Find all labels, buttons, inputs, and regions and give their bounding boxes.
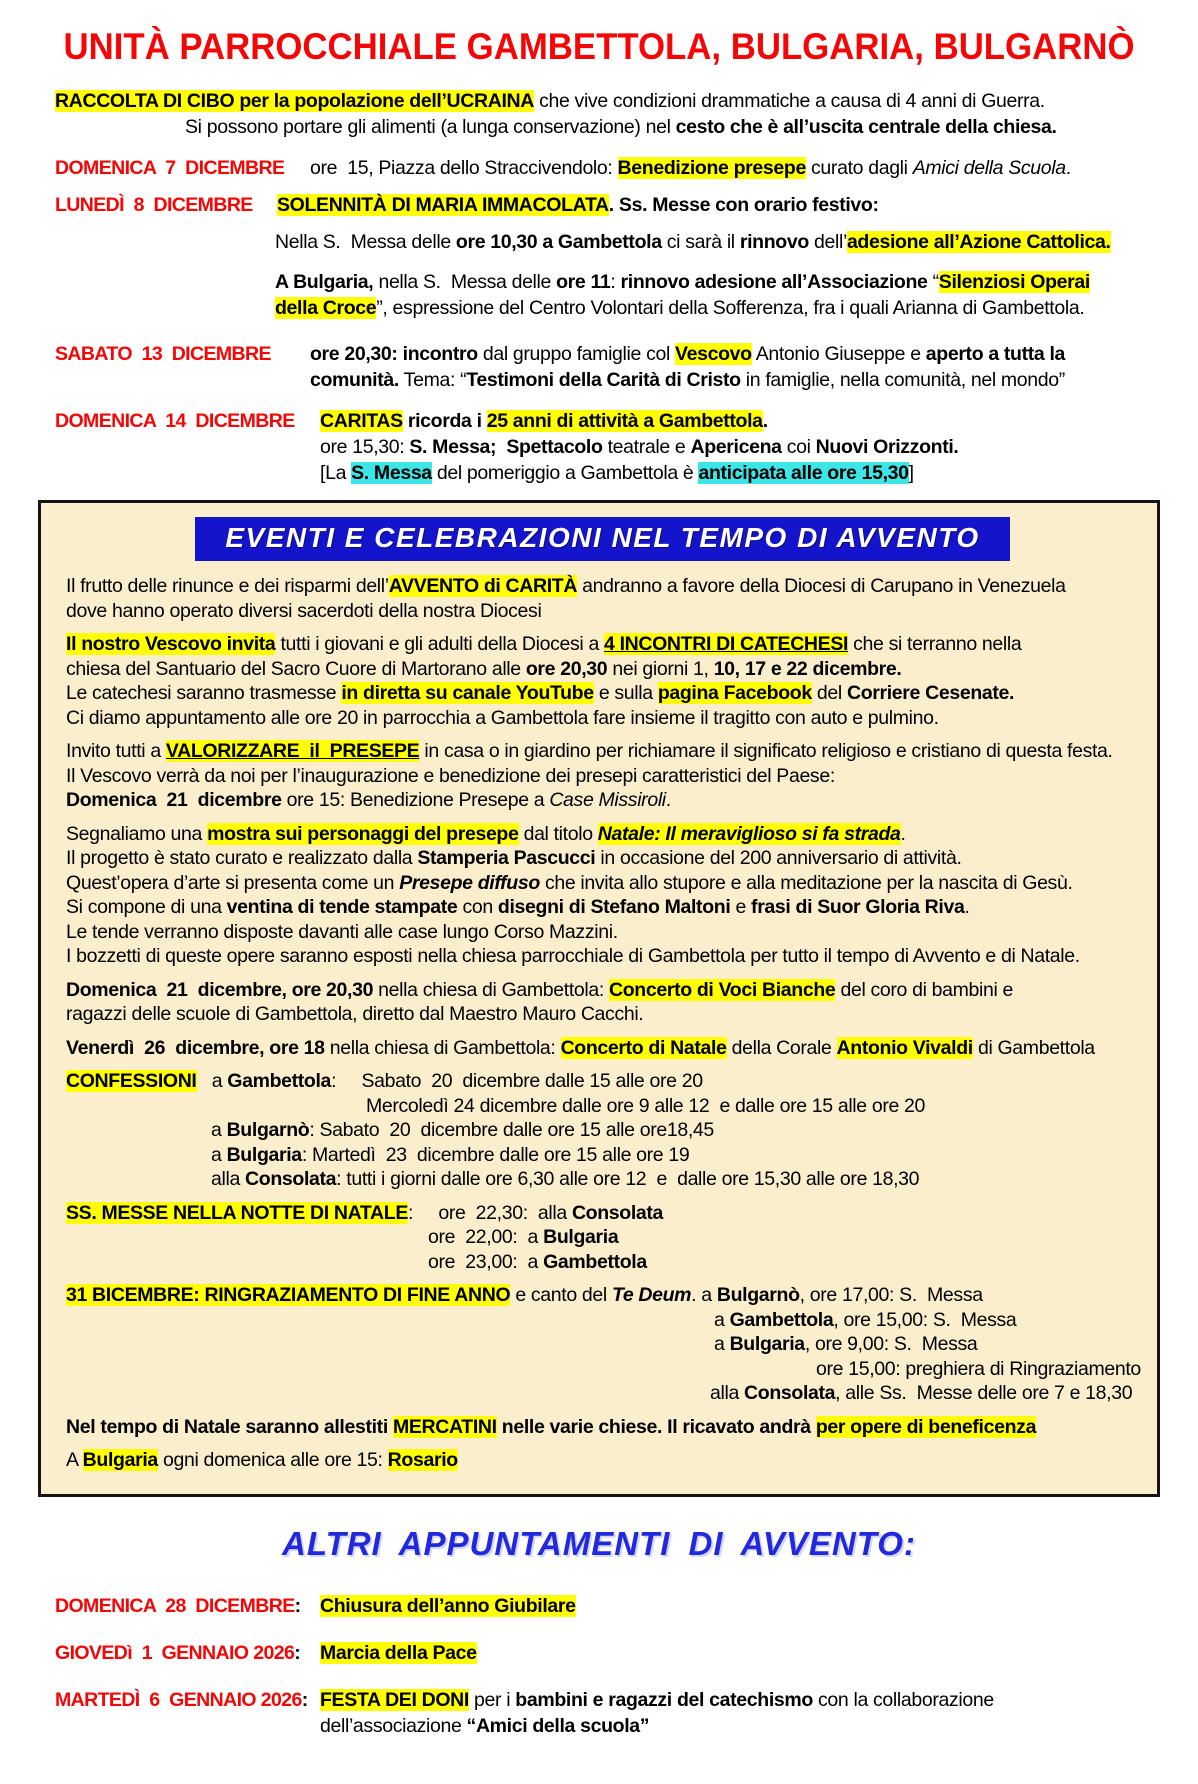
text-segment: .: [900, 822, 906, 845]
text-line: [320, 460, 1170, 486]
text-line: [310, 341, 1170, 367]
text-line: [366, 1094, 1139, 1119]
text-segment: ore 15, Piazza dello Straccivendolo:: [310, 157, 618, 179]
text-segment: frasi di Suor Gloria Riva: [751, 896, 965, 918]
text-segment: Apericena: [690, 436, 782, 458]
text-segment: a: [714, 1308, 730, 1331]
text-segment: Domenica 21 dicembre, ore 20,30: [66, 978, 374, 1001]
date-label: SABATO 13 DICEMBRE: [55, 343, 271, 365]
row-content: [310, 155, 1170, 181]
text-segment: nelle varie chiese. Il ricavato andrà: [496, 1415, 816, 1438]
text-segment: andranno a favore della Diocesi di Carupano in Venezuela: [577, 575, 1066, 597]
text-segment: Corriere Cesenate.: [846, 682, 1015, 704]
text-line: [275, 295, 1170, 321]
events-banner: EVENTI E CELEBRAZIONI NEL TEMPO DI AVVENTO: [195, 517, 1009, 561]
event-paragraph: [66, 1036, 1139, 1061]
december-schedule-section: [55, 155, 1170, 486]
highlight-text: Silenziosi Operai: [938, 271, 1090, 293]
highlight-text: Antonio Vivaldi: [836, 1036, 973, 1059]
text-segment: a: [211, 1119, 227, 1141]
text-segment: alla: [710, 1382, 745, 1404]
text-segment: aperto a tutta la: [925, 343, 1066, 365]
text-line: [66, 822, 1139, 847]
text-segment: Bulgaria: [543, 1226, 619, 1248]
text-segment: Bulgarnò: [716, 1284, 800, 1306]
text-segment: ragazzi delle scuole di Gambettola, diretto dal Maestro Mauro Cacchi.: [66, 1003, 644, 1025]
text-segment: a: [211, 1143, 227, 1166]
text-line: [320, 1713, 1170, 1739]
text-segment: in occasione del 200 anniversario di attività.: [595, 847, 962, 869]
date-label: LUNEDÌ 8 DICEMBRE: [55, 194, 253, 216]
event-paragraph: [66, 822, 1139, 969]
text-segment: Case Missiroli: [549, 789, 666, 811]
text-line: [66, 1283, 1139, 1308]
text-segment: rinnovo adesione all’Associazione: [620, 271, 928, 293]
text-line: [185, 114, 1170, 140]
text-segment: Stamperia Pascucci: [417, 847, 596, 869]
text-line: [211, 1118, 1139, 1143]
text-line: [66, 1002, 1139, 1027]
text-segment: nella chiesa di Gambettola:: [324, 1036, 561, 1059]
text-line: [66, 1036, 1139, 1061]
text-segment: bambini e ragazzi del catechismo: [515, 1688, 813, 1711]
text-segment: Ci diamo appuntamento alle ore 20 in parrocchia a Gambettola fare insieme il tragitto con auto e pulmino.: [66, 706, 939, 729]
highlight-text: anticipata alle ore 15,30: [698, 462, 909, 484]
date-label: DOMENICA 14 DICEMBRE: [55, 410, 295, 432]
text-segment: dal titolo: [518, 822, 598, 845]
appointment-row: [55, 1593, 1170, 1619]
text-segment: Mercoledì 24 dicembre dalle ore 9 alle 12 e dalle ore 15 alle ore 20: [366, 1094, 926, 1117]
text-segment: I bozzetti di queste opere saranno esposti nella chiesa parrocchiale di Gambettola per tutto il tempo di Avvento e di Natale.: [66, 945, 1080, 967]
text-segment: Tema: “: [398, 369, 467, 391]
text-segment: rinnovo: [739, 231, 809, 253]
text-line: [320, 1593, 1170, 1619]
text-segment: Consolata: [245, 1168, 337, 1190]
text-segment: Amici della Scuola: [912, 157, 1066, 179]
date-label: DOMENICA 7 DICEMBRE: [55, 157, 285, 179]
text-segment: dell’associazione: [320, 1714, 467, 1737]
highlight-text: Concerto di Natale: [560, 1036, 727, 1059]
text-segment: , ore 17,00: S. Messa: [799, 1284, 983, 1306]
text-line: [66, 681, 1139, 706]
text-line: [66, 871, 1139, 896]
highlight-text: mostra sui personaggi del presepe: [207, 822, 519, 845]
text-segment: .: [665, 789, 671, 811]
highlight-text: Marcia della Pace: [320, 1641, 477, 1664]
text-segment: Gambettola: [729, 1308, 834, 1331]
text-segment: Nel tempo di Natale saranno allestiti: [66, 1415, 393, 1438]
date-label: GIOVEDì 1 GENNAIO 2026:: [55, 1641, 301, 1664]
text-segment: ]: [908, 462, 914, 484]
text-line: [714, 1332, 1139, 1357]
text-segment: .: [1065, 157, 1071, 179]
text-segment: del pomeriggio a Gambettola è: [431, 462, 699, 484]
page-title: UNITÀ PARROCCHIALE GAMBETTOLA, BULGARIA, BULGARNÒ: [63, 26, 1135, 67]
text-segment: ore 23,00: a: [428, 1250, 544, 1273]
text-segment: .: [896, 657, 902, 680]
food-drive-section: [55, 88, 1170, 140]
highlight-text: Bulgaria: [82, 1449, 158, 1471]
schedule-row: [55, 341, 1170, 393]
page-content: [0, 88, 1198, 486]
highlight-text: SOLENNITÀ DI MARIA IMMACOLATA: [277, 194, 609, 216]
text-segment: di Gambettola: [972, 1036, 1095, 1059]
text-line: [310, 367, 1170, 393]
text-segment: : Sabato 20 dicembre dalle 15 alle ore 20: [331, 1070, 703, 1092]
text-segment: Il progetto è stato curato e realizzato dalla: [66, 847, 418, 869]
text-segment: in casa o in giardino per richiamare il significato religioso e cristiano di questa festa.: [419, 740, 1113, 762]
text-segment: ore 15: Benedizione Presepe a: [281, 789, 550, 811]
text-segment: comunità.: [310, 369, 399, 391]
text-line: [66, 920, 1139, 945]
label-colon: :: [294, 1594, 301, 1617]
text-segment: ci sarà il: [661, 231, 740, 253]
highlight-text: Rosario: [387, 1449, 458, 1471]
text-segment: del: [811, 682, 847, 704]
event-paragraph: [66, 574, 1139, 623]
label-colon: :: [301, 1688, 308, 1711]
text-segment: 10, 17 e 22 dicembre: [713, 657, 897, 680]
highlight-text: per opere di beneficenza: [815, 1415, 1037, 1438]
text-segment: Venerdì 26 dicembre, ore 18: [66, 1036, 325, 1059]
highlight-text: CONFESSIONI: [66, 1070, 197, 1092]
text-segment: Quest’opera d’arte si presenta come un: [66, 871, 400, 894]
event-paragraph: [66, 632, 1139, 730]
schedule-row: [55, 155, 1170, 181]
text-segment: a: [714, 1333, 730, 1355]
highlight-text: VALORIZZARE il PRESEPE: [165, 740, 420, 762]
row-content: [320, 1640, 1170, 1666]
text-segment: A: [66, 1449, 83, 1471]
text-segment: Si possono portare gli alimenti (a lunga conservazione) nel: [185, 116, 676, 138]
text-segment: ore 10,30 a Gambettola: [455, 231, 662, 253]
text-line: [66, 895, 1139, 920]
highlight-text: S. Messa: [351, 462, 432, 484]
text-segment: , ore 9,00: S. Messa: [804, 1333, 978, 1355]
event-paragraph: [66, 1069, 1139, 1192]
schedule-row: [55, 192, 1170, 218]
text-segment: : ore 22,30: alla: [407, 1201, 572, 1224]
text-line: [275, 229, 1170, 255]
text-segment: Si compone di una: [66, 896, 227, 918]
date-label: DOMENICA 28 DICEMBRE:: [55, 1594, 301, 1617]
text-line: [66, 739, 1139, 764]
text-segment: Nella S. Messa delle: [275, 231, 456, 253]
text-segment: Presepe diffuso: [399, 871, 540, 894]
text-segment: Bulgaria: [729, 1333, 805, 1355]
text-segment: in famiglie, nella comunità, nel mondo”: [740, 369, 1065, 391]
text-line: [816, 1357, 1139, 1382]
text-line: [66, 632, 1139, 657]
highlight-text: CARITAS: [320, 410, 403, 432]
text-segment: Antonio Giuseppe e: [751, 343, 926, 365]
text-segment: Consolata: [744, 1382, 836, 1404]
text-segment: Nuovi Orizzonti.: [815, 436, 959, 458]
text-segment: ogni domenica alle ore 15:: [157, 1449, 388, 1471]
text-segment: , ore 15,00: S. Messa: [833, 1308, 1017, 1331]
text-segment: A Bulgaria,: [275, 271, 374, 293]
text-segment: per i: [468, 1688, 516, 1711]
highlight-text: Benedizione presepe: [617, 157, 806, 179]
text-segment: Gambettola: [227, 1070, 332, 1092]
text-segment: Bulgaria: [226, 1143, 302, 1166]
row-content: [320, 1593, 1170, 1619]
text-segment: nei giorni 1,: [607, 657, 714, 680]
other-appointments-heading: ALTRI APPUNTAMENTI DI AVVENTO:: [282, 1524, 916, 1562]
text-segment: Testimoni della Carità di Cristo: [466, 369, 741, 391]
text-segment: . a: [691, 1284, 717, 1306]
event-paragraph: [66, 978, 1139, 1027]
highlight-text: MERCATINI: [392, 1415, 497, 1438]
text-segment: Gambettola: [543, 1250, 647, 1273]
text-segment: ”, espressione del Centro Volontari della Sofferenza, fra i quali Arianna di Gambettola.: [376, 297, 1085, 319]
row-content: [320, 408, 1170, 486]
text-line: [275, 269, 1170, 295]
highlight-text: RACCOLTA DI CIBO per la popolazione dell’UCRAINA: [55, 90, 535, 112]
text-segment: disegni di Stefano Maltoni: [497, 896, 731, 918]
text-line: [320, 1687, 1170, 1713]
text-segment: ore 15,00: preghiera di Ringraziamento: [816, 1357, 1141, 1380]
highlight-text: adesione all’Azione Cattolica.: [846, 231, 1111, 253]
text-segment: cesto che è all’uscita centrale della chiesa.: [675, 116, 1057, 138]
text-segment: , alle Ss. Messe delle ore 7 e 18,30: [835, 1382, 1133, 1404]
text-line: [55, 88, 1170, 114]
text-line: [66, 1201, 1139, 1226]
text-segment: chiesa del Santuario del Sacro Cuore di Martorano alle: [66, 657, 526, 680]
text-segment: S. Messa; Spettacolo: [409, 436, 603, 458]
text-line: [310, 155, 1170, 181]
event-paragraph: [66, 1448, 1139, 1473]
text-segment: ore 15,30:: [320, 436, 410, 458]
highlight-text: FESTA DEI DONI: [320, 1688, 469, 1711]
text-line: [211, 1167, 1139, 1192]
text-segment: della Corale: [726, 1036, 837, 1059]
event-paragraph: [66, 1283, 1139, 1406]
text-line: [710, 1381, 1139, 1406]
event-paragraph: [66, 1201, 1139, 1275]
text-segment: ricorda i: [402, 410, 487, 432]
text-segment: ventina di tende stampate: [226, 896, 458, 918]
events-paragraphs: [66, 574, 1139, 1473]
text-line: [277, 192, 1170, 218]
text-segment: con: [457, 896, 498, 918]
text-line: [320, 1640, 1170, 1666]
text-segment: Consolata: [571, 1201, 664, 1224]
text-segment: e canto del: [510, 1284, 612, 1306]
text-line: [66, 1415, 1139, 1440]
indented-paragraph: [275, 229, 1170, 255]
other-appointments-section: [55, 1593, 1170, 1739]
advent-events-box: [38, 500, 1160, 1497]
text-segment: dal gruppo famiglie col: [477, 343, 676, 365]
text-line: [66, 978, 1139, 1003]
text-segment: :: [610, 271, 621, 293]
text-segment: ore 22,00: a: [428, 1226, 544, 1248]
highlight-text: Natale: Il meraviglioso si fa strada: [597, 822, 901, 845]
text-line: [66, 846, 1139, 871]
text-segment: coi: [781, 436, 816, 458]
text-segment: ore 20,30: [525, 657, 608, 680]
text-line: [320, 434, 1170, 460]
text-line: [66, 599, 1139, 624]
label-colon: :: [294, 1641, 301, 1664]
text-segment: a: [196, 1070, 228, 1092]
text-segment: del coro di bambini e: [835, 978, 1014, 1001]
text-line: [66, 1069, 1139, 1094]
event-paragraph: [66, 1415, 1139, 1440]
text-segment: e: [730, 896, 752, 918]
bottom-content: [0, 1593, 1198, 1739]
text-segment: Le catechesi saranno trasmesse: [66, 682, 342, 704]
text-segment: teatrale e: [602, 436, 691, 458]
text-segment: curato dagli: [805, 157, 913, 179]
highlight-text: AVVENTO di CARITÀ: [388, 575, 578, 597]
text-segment: tutti i giovani e gli adulti della Diocesi a: [275, 633, 605, 655]
text-segment: “: [927, 271, 939, 293]
text-segment: nella chiesa di Gambettola:: [373, 978, 610, 1001]
highlight-text: pagina Facebook: [657, 682, 812, 704]
text-segment: Le tende verranno disposte davanti alle case lungo Corso Mazzini.: [66, 920, 618, 943]
text-segment: Invito tutti a: [66, 740, 166, 762]
text-segment: : Sabato 20 dicembre dalle ore 15 alle ore18,45: [309, 1119, 714, 1141]
text-segment: .: [762, 410, 768, 432]
text-segment: Domenica 21 dicembre: [66, 789, 282, 811]
text-segment: dell’: [808, 231, 847, 253]
schedule-row: [55, 408, 1170, 486]
text-segment: Bulgarnò: [226, 1119, 310, 1141]
text-line: [66, 764, 1139, 789]
text-line: [66, 706, 1139, 731]
text-segment: ore 20,30: incontro: [310, 343, 478, 365]
text-line: [66, 574, 1139, 599]
text-segment: con la collaborazione: [812, 1688, 994, 1711]
text-line: [714, 1308, 1139, 1333]
text-segment: : Martedì 23 dicembre dalle ore 15 alle ore 19: [301, 1143, 690, 1166]
text-segment: che vive condizioni drammatiche a causa di 4 anni di Guerra.: [534, 90, 1045, 112]
text-line: [211, 1143, 1139, 1168]
highlight-text: 31 BICEMBRE: RINGRAZIAMENTO DI FINE ANNO: [66, 1284, 511, 1306]
text-line: [320, 408, 1170, 434]
text-line: [66, 657, 1139, 682]
text-line: [66, 1448, 1139, 1473]
text-segment: e sulla: [593, 682, 658, 704]
highlight-text: Vescovo: [675, 343, 752, 365]
indented-paragraph: [275, 269, 1170, 321]
text-segment: Segnaliamo una: [66, 822, 208, 845]
highlight-text: della Croce: [275, 297, 377, 319]
highlight-text: Il nostro Vescovo invita: [66, 633, 276, 655]
highlight-text: in diretta su canale YouTube: [341, 682, 594, 704]
text-line: [428, 1250, 1139, 1275]
text-line: [428, 1225, 1139, 1250]
text-segment: Il Vescovo verrà da noi per l’inaugurazione e benedizione dei presepi caratteristici del Paese:: [66, 764, 835, 787]
text-segment: ore 11: [556, 271, 611, 293]
text-segment: che si terranno nella: [848, 633, 1022, 655]
highlight-text: 4 INCONTRI DI CATECHESI: [604, 633, 849, 655]
text-segment: Te Deum: [611, 1284, 692, 1306]
text-segment: . Ss. Messe con orario festivo:: [608, 194, 879, 216]
text-line: [66, 944, 1139, 969]
text-segment: [La: [320, 462, 352, 484]
highlight-text: Chiusura dell’anno Giubilare: [320, 1594, 576, 1617]
highlight-text: SS. MESSE NELLA NOTTE DI NATALE: [66, 1201, 408, 1224]
appointment-row: [55, 1687, 1170, 1739]
highlight-text: Concerto di Voci Bianche: [609, 978, 836, 1001]
row-content: [310, 341, 1170, 393]
text-segment: : tutti i giorni dalle ore 6,30 alle ore 12 e dalle ore 15,30 alle ore 18,30: [336, 1168, 920, 1190]
highlight-text: 25 anni di attività a Gambettola: [486, 410, 763, 432]
row-content: [320, 1687, 1170, 1739]
text-segment: nella S. Messa delle: [373, 271, 557, 293]
text-segment: che invita allo stupore e alla meditazione per la nascita di Gesù.: [539, 871, 1073, 894]
appointment-row: [55, 1640, 1170, 1666]
event-paragraph: [66, 739, 1139, 813]
text-segment: alla: [211, 1168, 246, 1190]
text-segment: .: [964, 896, 970, 918]
date-label: MARTEDÌ 6 GENNAIO 2026:: [55, 1688, 308, 1711]
text-segment: “Amici della scuola”: [466, 1714, 650, 1737]
text-line: [66, 788, 1139, 813]
row-content: [277, 192, 1170, 218]
text-segment: dove hanno operato diversi sacerdoti della nostra Diocesi: [66, 599, 542, 622]
text-segment: Il frutto delle rinunce e dei risparmi dell’: [66, 575, 389, 597]
